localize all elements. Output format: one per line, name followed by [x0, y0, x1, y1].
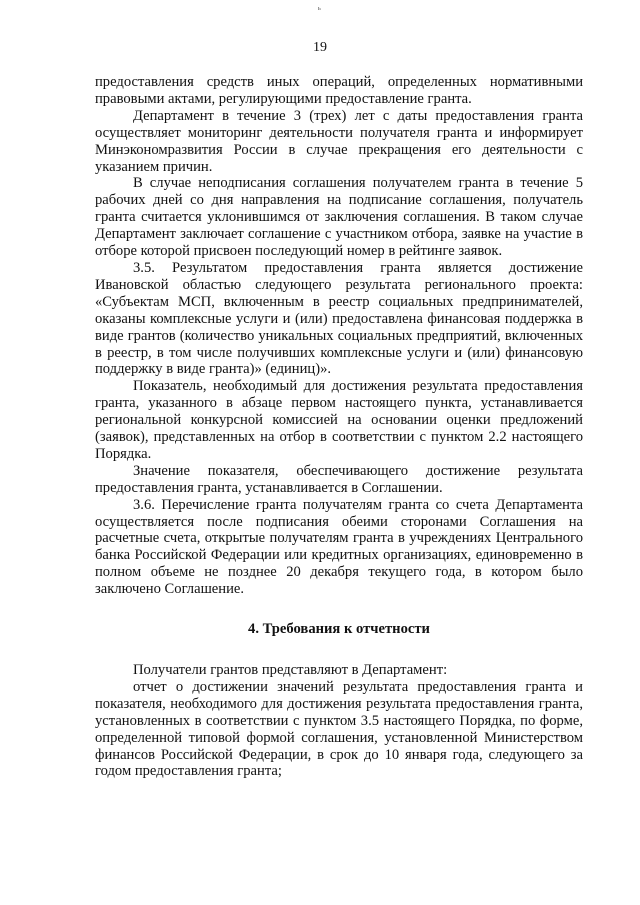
paragraph-indicator: Показатель, необходимый для достижения результата предоставления гранта, указанного в абзаце первом настоящего пункта, устанавливается региональной конкурсной комиссией на основании оценки предложений (заявок), представленных на отбор в соответствии с пунктом 2.2 настоящего Порядка.	[95, 378, 583, 462]
scan-mark: ь	[318, 6, 321, 12]
paragraph-monitoring: Департамент в течение 3 (трех) лет с даты предоставления гранта осуществляет мониторинг деятельности получателя гранта и информирует Минэкономразвития России в случае прекращения его деятельности с указанием причин.	[95, 107, 583, 175]
document-body	[95, 74, 583, 780]
paragraph-clause-3-6: 3.6. Перечисление гранта получателям гранта со счета Департамента осуществляется после подписания обеими сторонами Соглашения на расчетные счета, открытые получателям гранта в учреждениях Центрального банка Российской Федерации или кредитных организациях, единовременно в полном объеме не позднее 20 декабря текущего года, в котором было заключено Соглашение.	[95, 496, 583, 598]
paragraph-reporting-intro: Получатели грантов представляют в Департамент:	[133, 662, 448, 678]
section-heading: 4. Требования к отчетности	[248, 621, 430, 638]
paragraph-reporting-report: отчет о достижении значений результата предоставления гранта и показателя, необходимого для достижения результата предоставления гранта, установленных в соответствии с пунктом 3.5 настоящего Порядка, по форме, определенной типовой формой соглашения, установленной Министерством финансов Российской Федерации, в срок до 10 января года, следующего за годом предоставления гранта;	[95, 678, 583, 780]
paragraph-clause-3-5: 3.5. Результатом предоставления гранта является достижение Ивановской областью следующего результата регионального проекта: «Субъектам МСП, включенным в реестр социальных предпринимателей, оказаны комплексные услуги и (или) предоставлена финансовая поддержка в виде грантов (количество уникальных социальных предприятий, включенных в реестр, в том числе получивших комплексные услуги и (или) финансовую поддержку в виде гранта)» (единиц)».	[95, 259, 583, 378]
paragraph-continuation: предоставления средств иных операций, определенных нормативными правовыми актами, регулирующими предоставление гранта.	[95, 74, 583, 107]
paragraph-indicator-value: Значение показателя, обеспечивающего достижение результата предоставления гранта, устанавливается в Соглашении.	[95, 462, 583, 496]
page-number: 19	[313, 40, 327, 55]
paragraph-agreement-refusal: В случае неподписания соглашения получателем гранта в течение 5 рабочих дней со дня направления на подписание соглашения, получатель гранта считается уклонившимся от заключения соглашения. В таком случае Департамент заключает соглашение с участником отбора, заявке на участие в отборе которой присвоен последующий номер в рейтинге заявок.	[95, 175, 583, 260]
